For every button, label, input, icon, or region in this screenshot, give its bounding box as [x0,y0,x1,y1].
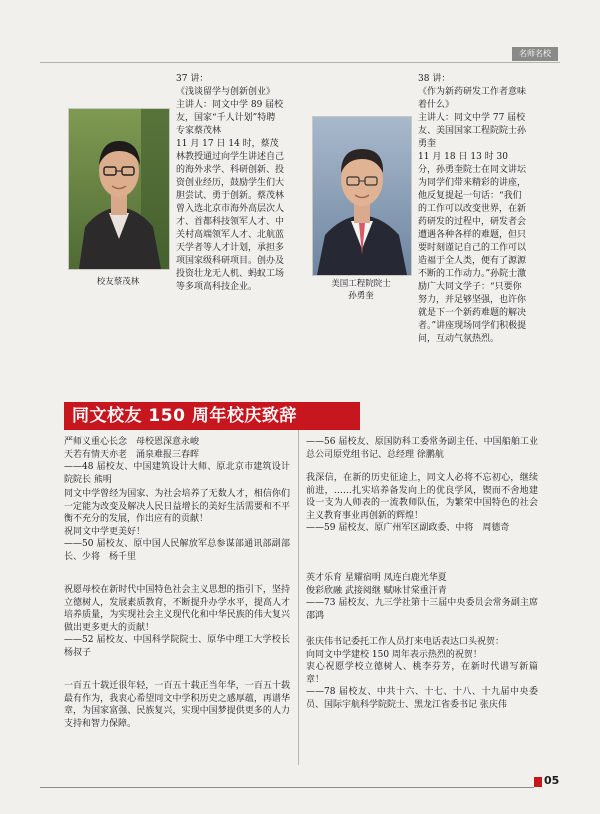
photo-sun-yongkui [312,116,412,276]
speech-zhou-deqi: 我深信，在新的历史征途上，同文人必将不忘初心，继续前进，……扎实培养备发向上的优良学风，锲而不舍地建设一支为人师表的一流教师队伍，为繁荣中国特色的社会主义教育事业再创新的辉煌！ ——59 届校友、原广州军区副政委、中将 周德奇 [306,473,538,533]
lecture-38-text: 38 讲： 《作为新药研发工作者意味着什么》 主讲人：同文中学 77 届校友、美国国家工程院院士孙勇奎 11 月 18 日 13 时 30 分，孙勇奎院士在同文讲坛为同学们带来精彩的讲座，他反复提起一句话：“我们的工作可以改变世界，在新药研发的过程中，研发者会遭遇各种各样的难题，但只要时刻谨记自己的工作可以造福于全人类，便有了源源不断的工作动力。”孙院士激励广大同文学子：“只要你努力，并足够坚强，也许你就是下一个新药难题的解决者。”讲座现场同学们积极提问，互动气氛热烈。 [418,74,527,344]
section-tag: 名师名校 [512,47,558,61]
page-marker [534,777,542,787]
speech-anniversary-wish: 一百五十载迁很年轻，一百五十载正当年华，一百五十载最有作为，我衷心希望同文中学积历史之感厚蕴，再谱华章，为国家富强、民族复兴，实现中国梦提供更多的人力支持和智力保障。 [64,681,290,729]
portrait-photo-cai-maolin [69,109,169,269]
photo-caption-sun: 美国工程院院士 孙勇奎 [331,279,391,301]
speech-shao-hong: 英才乐育 星耀宿明 凤连白鹿光华夏 俊彩欣融 武接阅继 赋咏甘棠重汗青 ——73 届校友、九三学社第十三届中央委员会常务副主席 邵鸿 [306,573,538,621]
page-number: 05 [544,774,560,787]
speech-xu-penghang: ——56 届校友、原国防科工委常务副主任、中国船舶工业总公司原党组书记、总经理 徐鹏航 [306,437,538,460]
photo-cai-maolin [68,108,170,270]
speech-xiong-ming: 严师义重心长念 母校恩深意永峻 天若有情天亦老 涌泉难报三春晖 ——48 届校友、中国建筑设计大师、原北京市建筑设计院院长 熊明 [64,437,290,485]
anniversary-banner: 同文校友 150 周年校庆致辞 [64,402,360,430]
portrait-photo-sun-yongkui [313,117,411,275]
footer-rule [40,787,534,788]
speech-yang-shuzi: 祝愿母校在新时代中国特色社会主义思想的指引下，坚持立德树人，发展素质教育，不断提升办学水平，提高人才培养质量，为实现社会主义现代化和中华民族的伟大复兴做出更多更大的贡献！ ——52 届校友、中国科学院院士、原华中理工大学校长 杨叔子 [64,585,290,658]
speech-zhang-qingwei: 张庆伟书记委托工作人员打来电话表达口头祝贺： 向同文中学建校 150 周年表示热烈的祝贺！ 衷心祝愿学校立德树人、桃李芬芳，在新时代谱写新篇章！ ——78 届校友、中共十六、十七、十八、十九届中央委员、国际宇航科学院院士、黑龙江省委书记 张庆伟 [306,637,538,710]
lecture-37-text: 37 讲： 《浅谈留学与创新创业》 主讲人：同文中学 89 届校友，国家“千人计划”特聘专家蔡茂林 11 月 17 日 14 时，蔡茂林教授通过向学生讲述自己的海外求学、科研创新、投资创业经历，鼓励学生们大胆尝试、勇于创新。蔡茂林曾入选北京市海外高层次人才、首都科技领军人才、中关村高端领军人才、北航蓝天学者等人才计划，承担多项国家级科研项目。创办及投资壮龙无人机、蚂蚁工场等多项高科技企业。 [176,74,285,292]
top-rule [40,62,560,63]
column-divider [298,430,299,765]
speech-yang-qianli: 同文中学曾经为国家、为社会培养了无数人才，相信你们一定能为改变及解决人民日益增长的美好生活需要和不平衡不充分的发展，作出应有的贡献！ 祝同文中学更美好！ ——50 届校友、原中国人民解放军总参谋部通讯部副部长、少将 杨千里 [64,489,290,562]
photo-caption-cai: 校友蔡茂林 [96,277,140,287]
